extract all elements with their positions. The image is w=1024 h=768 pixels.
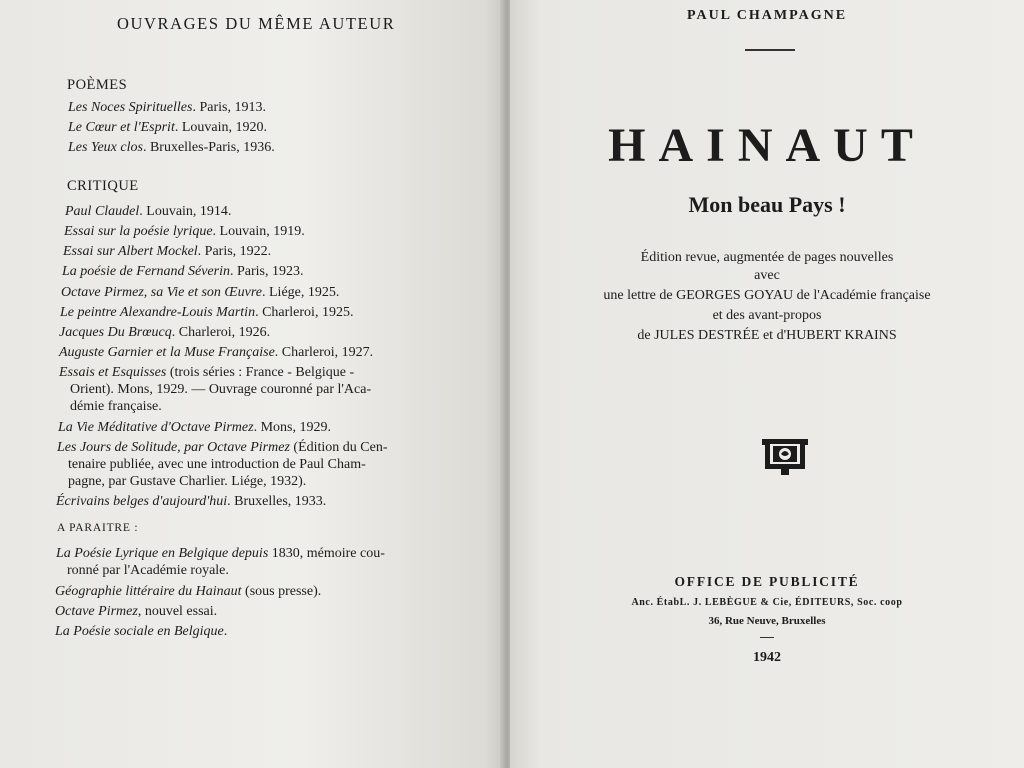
title-rule — [745, 49, 795, 51]
list-item: Les Jours de Solitude, par Octave Pirmez (Édition du Cen- — [57, 440, 388, 455]
list-item-continued: tenaire publiée, avec une introduction de Paul Cham- — [68, 457, 366, 472]
edition-line: avec — [754, 268, 780, 283]
section-critique: CRITIQUE — [67, 178, 139, 194]
list-item: Essai sur la poésie lyrique. Louvain, 1919. — [64, 224, 305, 239]
list-item: Essai sur Albert Mockel. Paris, 1922. — [63, 244, 272, 259]
left-page-header: OUVRAGES DU MÊME AUTEUR — [117, 14, 396, 33]
list-item-continued: Orient). Mons, 1929. — Ouvrage couronné par l'Aca- — [70, 382, 372, 397]
author-name: PAUL CHAMPAGNE — [686, 8, 848, 23]
section-poemes: POÈMES — [67, 77, 128, 93]
list-item: La Poésie Lyrique en Belgique depuis 1830, mémoire cou- — [56, 546, 385, 561]
left-page — [0, 0, 506, 768]
publication-year: 1942 — [753, 650, 781, 665]
list-item: Octave Pirmez, sa Vie et son Œuvre. Liége, 1925. — [61, 285, 340, 300]
list-item: Paul Claudel. Louvain, 1914. — [65, 204, 232, 219]
list-item: Le peintre Alexandre-Louis Martin. Charleroi, 1925. — [60, 305, 354, 320]
list-item: La poésie de Fernand Séverin. Paris, 1923. — [62, 264, 304, 279]
list-item: Les Yeux clos. Bruxelles-Paris, 1936. — [68, 140, 275, 155]
edition-line: une lettre de GEORGES GOYAU de l'Académie française — [603, 288, 931, 303]
section-a-paraitre: A PARAITRE : — [57, 522, 139, 534]
publisher-address: 36, Rue Neuve, Bruxelles — [708, 615, 826, 627]
list-item-continued: pagne, par Gustave Charlier. Liége, 1932). — [68, 474, 307, 489]
list-item-continued: ronné par l'Académie royale. — [67, 563, 229, 578]
edition-line: et des avant-propos — [712, 308, 822, 323]
edition-line: de JULES DESTRÉE et d'HUBERT KRAINS — [637, 328, 897, 343]
list-item: La Vie Méditative d'Octave Pirmez. Mons, 1929. — [58, 420, 331, 435]
list-item: Écrivains belges d'aujourd'hui. Bruxelles, 1933. — [56, 494, 327, 509]
list-item: Le Cœur et l'Esprit. Louvain, 1920. — [68, 120, 267, 135]
book-title: HAINAUT — [608, 119, 926, 172]
list-item: Géographie littéraire du Hainaut (sous presse). — [55, 584, 322, 599]
list-item: Octave Pirmez, nouvel essai. — [55, 604, 218, 619]
book-subtitle: Mon beau Pays ! — [688, 192, 846, 217]
edition-line: Édition revue, augmentée de pages nouvelles — [640, 250, 894, 265]
list-item: Les Noces Spirituelles. Paris, 1913. — [68, 100, 266, 115]
list-item: Essais et Esquisses (trois séries : France - Belgique - — [59, 365, 355, 380]
list-item: Auguste Garnier et la Muse Française. Charleroi, 1927. — [59, 345, 374, 360]
year-rule — [760, 637, 774, 638]
list-item: La Poésie sociale en Belgique. — [55, 624, 228, 639]
list-item-continued: démie française. — [70, 399, 162, 414]
publisher-details: Anc. ÉtabL. J. LEBÈGUE & Cie, ÉDITEURS, Soc. coop — [631, 597, 903, 608]
right-page — [510, 0, 1024, 768]
list-item: Jacques Du Brœucq. Charleroi, 1926. — [59, 325, 271, 340]
publisher-name: OFFICE DE PUBLICITÉ — [674, 574, 860, 589]
printer-mark-icon — [761, 436, 809, 478]
